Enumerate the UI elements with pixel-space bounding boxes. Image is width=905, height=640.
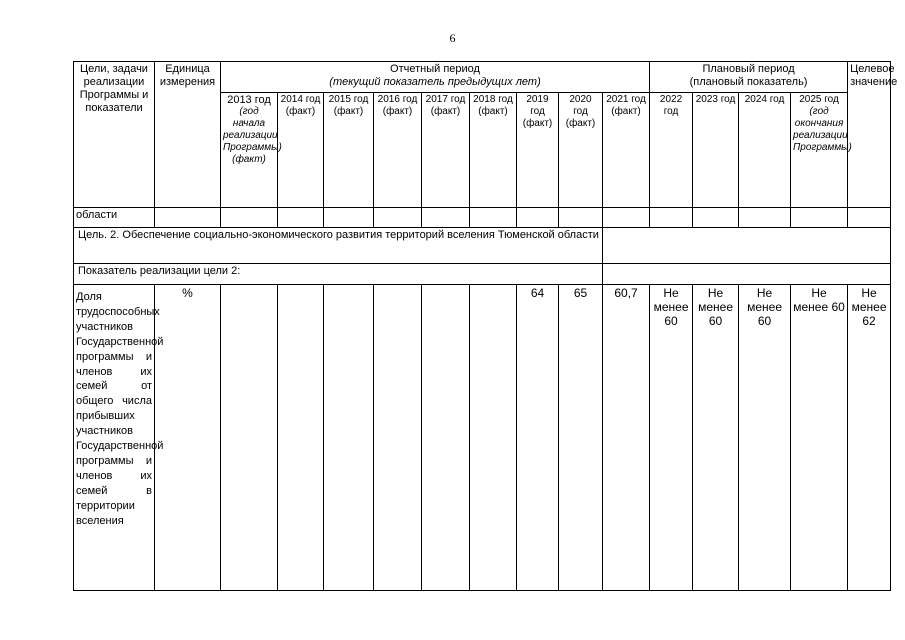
- year-2016: 2016 год (факт): [374, 93, 422, 208]
- year-2013: 2013 год (год начала реализации Программы) (факт): [221, 93, 278, 208]
- indicators-table: [73, 61, 898, 591]
- year-2014: 2014 год (факт): [278, 93, 324, 208]
- year-2019: 2019 год (факт): [517, 93, 559, 208]
- value-2014: [278, 285, 324, 591]
- planned-subtitle: (плановый показатель): [689, 76, 808, 88]
- header-planned-period: [650, 62, 848, 93]
- value-2016: [374, 285, 422, 591]
- value-2024: Не менее 60: [739, 285, 791, 591]
- year-2025: 2025 год (год окончания реализации Программы): [791, 93, 848, 208]
- year-2024: 2024 год: [739, 93, 791, 208]
- value-2017: [422, 285, 470, 591]
- year-2022: 2022 год: [650, 93, 693, 208]
- value-2018: [470, 285, 517, 591]
- year-2017: 2017 год (факт): [422, 93, 470, 208]
- header-target: Целевое значение: [848, 62, 891, 208]
- reporting-title: Отчетный период: [390, 63, 480, 75]
- year-2018: 2018 год (факт): [470, 93, 517, 208]
- value-2020: 65: [559, 285, 603, 591]
- value-2013: [221, 285, 278, 591]
- header-unit: Единица измерения: [155, 62, 221, 208]
- year-2015: 2015 год (факт): [324, 93, 374, 208]
- value-2019: 64: [517, 285, 559, 591]
- value-2015: [324, 285, 374, 591]
- page-number: 6: [449, 31, 456, 45]
- year-2021: 2021 год (факт): [603, 93, 650, 208]
- value-2025: Не менее 60: [791, 285, 848, 591]
- header-reporting-period: [221, 62, 650, 93]
- value-2021: 60,7: [603, 285, 650, 591]
- target-value: Не менее 62: [848, 285, 891, 591]
- indicator-unit-cell: %: [155, 285, 221, 591]
- header-goals: Цели, задачи реализации Программы и показатели: [74, 62, 155, 208]
- year-2023: 2023 год: [693, 93, 739, 208]
- reporting-subtitle: (текущий показатель предыдущих лет): [329, 76, 541, 88]
- value-2022: Не менее 60: [650, 285, 693, 591]
- value-2023: Не менее 60: [693, 285, 739, 591]
- indicator-name-cell: Доля трудоспособных участников Государственной программы и членов их семей от общего числа прибывших участников Государственной программы и членов их семей в территории вселения: [74, 285, 155, 591]
- region-tail-cell: области: [74, 208, 155, 228]
- indicator-label-cell: Показатель реализации цели 2:: [74, 264, 603, 285]
- goal-2-cell: Цель. 2. Обеспечение социально-экономического развития территорий вселения Тюменской области: [74, 228, 603, 264]
- year-2020: 2020 год (факт): [559, 93, 603, 208]
- planned-title: Плановый период: [702, 63, 795, 75]
